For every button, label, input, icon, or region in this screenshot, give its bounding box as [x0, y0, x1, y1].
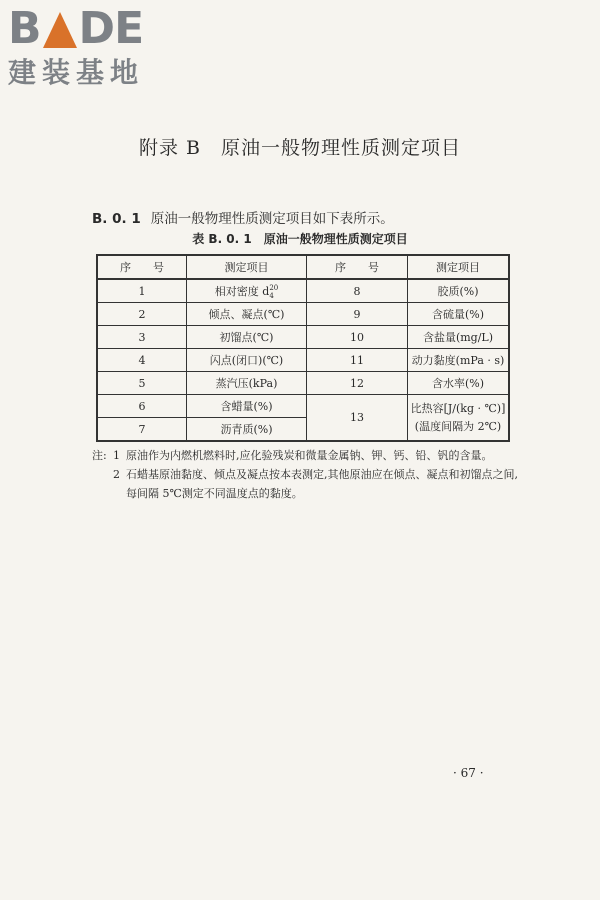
- cell-item: 初馏点(℃): [187, 326, 307, 349]
- cell-no: 2: [97, 303, 187, 326]
- cell-item: 含蜡量(%): [187, 395, 307, 418]
- cell-no: 3: [97, 326, 187, 349]
- cell-item: 含水率(%): [408, 372, 510, 395]
- logo-subtitle: 建装基地: [8, 56, 145, 89]
- cell-no-merged: 13: [307, 395, 408, 442]
- clause-b01: [92, 207, 394, 227]
- cell-item: 沥青质(%): [187, 418, 307, 442]
- header-item-left: 测定项目: [187, 255, 307, 279]
- table-notes: [92, 446, 522, 503]
- cell-item: 动力黏度(mPa · s): [408, 349, 510, 372]
- cell-no: 10: [307, 326, 408, 349]
- table-row: [97, 372, 509, 395]
- bade-logo: [8, 4, 183, 90]
- cell-item: 蒸汽压(kPa): [187, 372, 307, 395]
- cell-item: 闪点(闭口)(℃): [187, 349, 307, 372]
- table-row: [97, 395, 509, 418]
- note-text: 石蜡基原油黏度、倾点及凝点按本表测定,其他原油应在倾点、凝点和初馏点之间,每间隔 5℃测定不同温度点的黏度。: [126, 468, 518, 500]
- cell-item-sub: 4: [269, 291, 274, 300]
- cell-no: 4: [97, 349, 187, 372]
- cell-item: 含硫量(%): [408, 303, 510, 326]
- note-item: [92, 465, 522, 503]
- note-lead: 注:: [92, 449, 107, 462]
- logo-triangle-icon: [43, 12, 77, 48]
- table-row: [97, 349, 509, 372]
- cell-item: 含盐量(mg/L): [408, 326, 510, 349]
- header-no-left: 序 号: [97, 255, 187, 279]
- cell-no: 12: [307, 372, 408, 395]
- table-row: [97, 326, 509, 349]
- cell-item: 胶质(%): [408, 279, 510, 303]
- cell-no: 8: [307, 279, 408, 303]
- table-row: [97, 279, 509, 303]
- logo-letter-b: B: [8, 3, 41, 54]
- cell-item: 倾点、凝点(℃): [187, 303, 307, 326]
- note-item: [92, 446, 522, 465]
- cell-no: 1: [97, 279, 187, 303]
- clause-number: B. 0. 1: [92, 211, 141, 227]
- cell-item-text: 相对密度 d: [214, 284, 270, 298]
- page-number: · 67 ·: [453, 766, 484, 780]
- cell-no: 6: [97, 395, 187, 418]
- cell-no: 5: [97, 372, 187, 395]
- header-no-right: 序 号: [307, 255, 408, 279]
- clause-text: 原油一般物理性质测定项目如下表所示。: [150, 211, 394, 227]
- appendix-title: 附录 B 原油一般物理性质测定项目: [138, 137, 461, 159]
- cell-no: 7: [97, 418, 187, 442]
- cell-item-merged: [408, 395, 510, 442]
- logo-wordmark: [8, 4, 183, 54]
- header-item-right: 测定项目: [408, 255, 510, 279]
- logo-letters-de: DE: [78, 3, 144, 54]
- table-caption: 表 B. 0. 1 原油一般物理性质测定项目: [192, 232, 408, 246]
- properties-table: [96, 254, 510, 442]
- note-number: 1: [113, 449, 120, 462]
- cell-item-sup: 20: [269, 283, 279, 292]
- note-text: 原油作为内燃机燃料时,应化验残炭和微量金属钠、钾、钙、铅、钒的含量。: [126, 449, 493, 462]
- merged-line-1: 比热容[J/(kg · ℃)]: [410, 401, 506, 415]
- cell-no: 11: [307, 349, 408, 372]
- cell-item: [187, 279, 307, 303]
- table-header-row: [97, 255, 509, 279]
- table-row: [97, 303, 509, 326]
- merged-line-2: (温度间隔为 2℃): [414, 419, 502, 433]
- note-number: 2: [113, 468, 120, 481]
- cell-no: 9: [307, 303, 408, 326]
